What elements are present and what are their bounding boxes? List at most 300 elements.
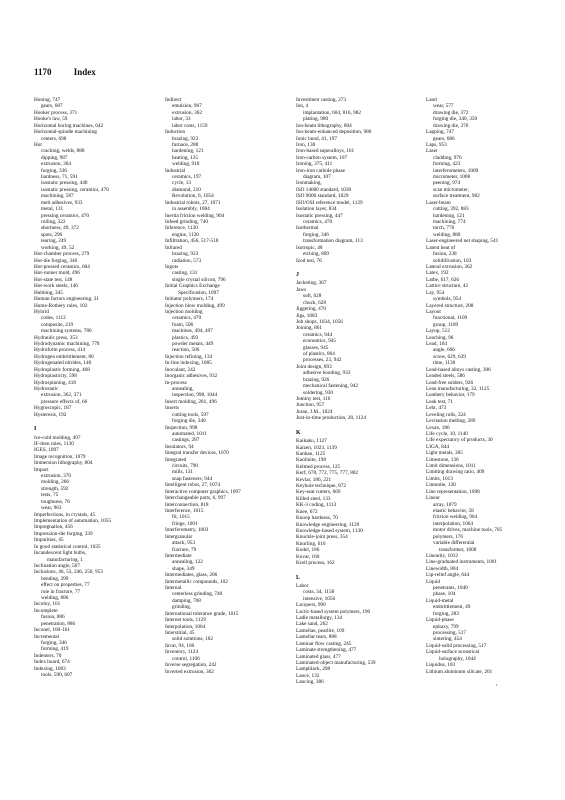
- index-entry: Impregnation, 456: [34, 524, 73, 531]
- index-entry: IF-then rules, 1130: [34, 440, 74, 447]
- index-entry: Lithium aluminum silicate, 201: [426, 668, 493, 675]
- index-entry: Ironmaking,: [296, 180, 322, 187]
- index-entry: forging, 283: [433, 610, 459, 617]
- index-entry: Jominy test, 116: [296, 395, 331, 402]
- index-entry: Iron-based superalloys, 161: [296, 148, 355, 155]
- index-entry: soldering, 930: [303, 389, 334, 396]
- index-entry: Life cycle, 10, 1140: [426, 430, 468, 437]
- index-entry: extrusion, 370: [41, 473, 72, 480]
- index-entry: Laser-beam: [426, 199, 451, 206]
- index-entry: Ironing, 375, 411: [296, 161, 333, 168]
- index-entry: Hydroplasticity, 598: [34, 373, 77, 380]
- index-section-letter: K: [296, 429, 301, 436]
- index-entry: Jigs, 1083: [296, 312, 318, 319]
- index-entry: Interference, 1015: [165, 508, 204, 514]
- index-entry: Lead-based alloys casting, 306: [426, 366, 491, 373]
- index-entry: Latent heat of: [426, 244, 456, 251]
- index-entry: Initiator polymers, 174: [165, 296, 214, 303]
- index-entry: wear, 963: [41, 505, 62, 512]
- index-entry: wear, 577: [433, 103, 454, 110]
- index-entry: Laser-engineered net shaping, 541: [426, 238, 499, 245]
- index-entry: Izod test, 76: [296, 257, 322, 264]
- index-entry: Lancing, 386: [296, 679, 324, 686]
- index-entry: machining, 587: [41, 193, 74, 200]
- index-entry: Inertia friction welding, 904: [165, 212, 225, 219]
- index-entry: Knee, 672: [296, 508, 318, 515]
- index-entry: Integral transfer devices, 1070: [165, 450, 229, 457]
- index-entry: molding, 266: [41, 479, 70, 486]
- index-entry: micrometer, 1008: [433, 174, 471, 181]
- index-entry: brazing, 923: [172, 135, 199, 142]
- index-entry: Injection blow molding, 499: [165, 302, 225, 309]
- index-entry: Hubbing, 345: [34, 289, 63, 296]
- index-entry: castings, 287: [172, 437, 200, 444]
- index-entry: ceramics, 197: [172, 174, 202, 181]
- index-entry: cutting, 392, 883: [433, 206, 469, 213]
- index-entry: in assembly, 1084: [172, 206, 210, 213]
- index-entry: Kelmed process, 125: [296, 463, 341, 470]
- index-entry: Hot-die forging, 346: [34, 257, 78, 264]
- index-section-letter: J: [296, 271, 299, 278]
- index-entry: Hume-Rothery rules, 102: [34, 302, 88, 309]
- index-entry: Hybrid: [34, 308, 49, 315]
- index-entry: Inoculant, 242: [165, 366, 196, 373]
- section-spacer: [34, 418, 152, 422]
- index-entry: Isostatic pressing, 447: [296, 212, 343, 219]
- index-entry: screw, 629, 639: [433, 353, 466, 360]
- index-entry: Honing, 747: [34, 97, 61, 103]
- index-entry: control, 1106: [172, 655, 200, 662]
- index-entry: Hydraulic press, 353: [34, 334, 78, 341]
- index-entry: Hot-chamber process, 279: [34, 251, 90, 258]
- index-entry: Isotropic, 48: [296, 244, 323, 251]
- index-entry: Incomplete: [34, 607, 58, 614]
- index-entry: Index board, 674: [34, 659, 70, 666]
- index-entry: Knowledge engineering, 1129: [296, 521, 360, 528]
- index-entry: processing, 517: [433, 630, 466, 637]
- index-entry: symbols, 954: [433, 296, 462, 303]
- index-entry: labor, 33: [172, 116, 191, 123]
- index-entry: economics, 945: [303, 338, 336, 345]
- index-entry: Indexing, 1083: [34, 665, 66, 672]
- index-entry: Invar, 94, 160: [165, 642, 195, 649]
- index-entry: IGES, 1097: [34, 447, 59, 454]
- index-entry: inspection, 998, 1044: [172, 392, 218, 399]
- index-entry: Leaching, 96: [426, 334, 454, 341]
- index-entry: Impact: [34, 466, 49, 473]
- index-entry: gears, 687: [41, 103, 63, 110]
- index-entry: Intelligent robot, 27, 1074: [165, 482, 220, 489]
- index-entry: ceramics, 944: [303, 331, 333, 338]
- index-entry: Intermetallic compounds, 102: [165, 578, 228, 585]
- index-entry: Inspection, 998: [165, 424, 198, 431]
- index-entry: In-line indexing, 1085: [165, 360, 212, 367]
- index-entry: Inference, 1130: [165, 225, 198, 232]
- index-entry: Interchangeable parts, 6, 997: [165, 495, 226, 502]
- index-entry: embrittlement, 49: [433, 604, 471, 611]
- index-section-letter: L: [296, 574, 301, 581]
- index-entry: Liquid-surface acoustical: [426, 649, 480, 656]
- index-entry: Light metals, 305: [426, 450, 463, 457]
- index-entry: attack, 953: [172, 540, 196, 547]
- index-entry: Infeed grinding, 740: [165, 219, 209, 226]
- index-entry: Ladle metallurgy, 134: [296, 615, 343, 622]
- index-entry: centers, 698: [41, 135, 67, 142]
- index-entry: adhesive bonding, 933: [303, 370, 351, 377]
- index-entry: welding, 910: [172, 161, 200, 168]
- index-entry: forging die, 340: [172, 418, 206, 425]
- index-entry: brazing, 926: [303, 376, 330, 383]
- index-entry: Insert molding, 281, 496: [165, 398, 217, 405]
- index-entry: Kaolinite, 198: [296, 457, 327, 464]
- index-entry: Inclination angle, 567: [34, 562, 80, 569]
- index-entry: Hydrogenated nitrides, 140: [34, 360, 92, 367]
- index-entry: Killed steel, 133: [296, 495, 331, 502]
- index-entry: fit, 1015: [172, 514, 190, 521]
- index-entry: torch, 776: [433, 225, 455, 232]
- index-entry: Laser: [426, 148, 438, 155]
- index-entry: holography, 1044: [439, 655, 476, 662]
- index-entry: annealing, 122: [172, 559, 203, 566]
- index-entry: snap fasteners, 944: [172, 475, 213, 482]
- index-entry: Isothermal: [296, 225, 319, 232]
- index-entry: fusion, 886: [41, 614, 65, 621]
- index-entry: Junction, 957: [296, 402, 325, 409]
- index-entry: drawing die, 376: [433, 122, 469, 129]
- index-entry: Layered structure, 208: [426, 302, 474, 309]
- index-entry: Inconel, 160-161: [34, 627, 70, 634]
- index-entry: Lamellar tears, 888: [296, 634, 337, 641]
- index-entry: Linearity, 1012: [426, 552, 459, 559]
- index-entry: Industrial: [165, 167, 186, 174]
- index-entry: Infiltration, 456, 517-518: [165, 238, 219, 245]
- index-entry: Jiggering, 470: [296, 306, 327, 313]
- index-entry: Just-in-time production, 28, 1124: [296, 415, 366, 422]
- index-entry: Incandescent light bulbs,: [34, 550, 87, 557]
- index-entry: Intermediate: [165, 552, 192, 559]
- index-entry: variable differential: [433, 540, 475, 547]
- index-entry: Internal: [165, 585, 182, 592]
- index-entry: Lip-relief angle, 644: [426, 572, 470, 579]
- index-entry: interferometers, 1009: [433, 167, 479, 174]
- page-header: [34, 67, 96, 77]
- index-entry: Lamellae, pearlite, 109: [296, 627, 345, 634]
- index-entry: array, 1079: [433, 501, 457, 508]
- index-entry: Levitation melting, 289: [426, 418, 476, 425]
- index-entry: Linear: [426, 495, 440, 502]
- index-entry: furnace, 288: [172, 141, 199, 148]
- index-entry: Lead-free solders, 926: [426, 379, 474, 386]
- index-entry: Internet tools, 1129: [165, 617, 206, 624]
- index-entry: penetration, 886: [41, 620, 76, 627]
- index-entry: cracking, welds, 888: [41, 148, 85, 155]
- index-entry: KK-3 coding, 1113: [296, 502, 337, 509]
- index-entry: Knurling, 616: [296, 540, 326, 547]
- index-column-4: [426, 97, 544, 675]
- index-entry: Leveling rolls, 324: [426, 411, 466, 418]
- index-entry: pressure effects of, 66: [41, 398, 88, 405]
- index-entry: time, 1130: [433, 360, 456, 367]
- index-entry: Inclusions, 46, 53, 246, 250, 953: [34, 569, 103, 576]
- index-entry: Liquid-phase: [426, 617, 454, 624]
- index-entry: Injection molding: [165, 308, 203, 315]
- index-entry: diamond, 210: [172, 186, 201, 193]
- index-entry: In good statistical control, 1035: [34, 543, 101, 550]
- index-column-3: [296, 97, 414, 686]
- index-entry: mills, 131: [172, 469, 194, 476]
- index-entry: Interstitial, 45: [165, 630, 195, 637]
- index-entry: LIGA, 844: [426, 443, 450, 450]
- index-entry: glasses, 945: [303, 344, 329, 351]
- index-entry: Ingots: [165, 263, 179, 270]
- index-entry: damping, 708: [172, 597, 201, 604]
- index-entry: Lake sand, 262: [296, 621, 328, 628]
- index-entry: cladding, 976: [433, 154, 462, 161]
- index-entry: Limits, 1013: [426, 475, 453, 482]
- index-entry: fringe, 1001: [172, 520, 198, 527]
- index-entry: Isolation layer, 834: [296, 206, 337, 213]
- index-entry: labor costs, 1159: [172, 122, 208, 129]
- index-entry: shape, 349: [172, 565, 195, 572]
- index-entry: brazing, 923: [172, 251, 199, 258]
- index-entry: Hot: [34, 141, 42, 148]
- index-entry: Industrial robots, 27, 1071: [165, 199, 221, 206]
- index-entry: foam, 506: [172, 321, 194, 328]
- index-entry: Kerf, 678, 772, 775, 777, 882: [296, 470, 359, 477]
- index-entry: Kaikaku, 1127: [296, 438, 327, 445]
- index-entry: transformer, 1008: [439, 546, 477, 553]
- index-entry: Ionic bond, 41, 197: [296, 135, 337, 142]
- index-entry: Iron-iron carbide phase: [296, 167, 345, 174]
- index-entry: dipping, 987: [41, 154, 68, 161]
- index-entry: Lance, 132: [296, 672, 320, 679]
- section-spacer: [296, 567, 414, 571]
- index-entry: Joint design, 893: [296, 363, 332, 370]
- index-entry: Hydrogen embrittlement, 80: [34, 353, 94, 360]
- index-entry: ISO/OSI reference model, 1129: [296, 199, 363, 206]
- index-entry: gears, 686: [433, 135, 455, 142]
- index-entry: heating, 125: [172, 154, 198, 161]
- index-entry: extrusion, 362, 371: [41, 392, 82, 399]
- index-entry: bending, 399: [41, 575, 69, 582]
- index-entry: Kroll process, 162: [296, 560, 335, 567]
- index-entry: Incoloy, 161: [34, 601, 61, 608]
- index-entry: Leathery behavior, 179: [426, 392, 475, 399]
- index-section-letter: I: [34, 426, 37, 433]
- index-entry: Knuckle-joint press, 354: [296, 534, 348, 541]
- index-entry: shortness, 49, 372: [41, 225, 79, 232]
- index-entry: Interpolation, 1064: [165, 623, 206, 630]
- index-entry: effect on properties, 77: [41, 582, 90, 589]
- section-spacer: [296, 264, 414, 268]
- index-entry: fusion, 238: [433, 251, 457, 258]
- index-entry: Integrated: [165, 456, 187, 463]
- index-entry: Laps, 953: [426, 141, 447, 148]
- index-entry: Investment casting, 273: [296, 97, 347, 103]
- index-entry: welding, 886: [41, 595, 69, 602]
- index-entry: group, 1109: [433, 321, 459, 328]
- index-entry: forming, 423: [433, 161, 461, 168]
- index-entry: soft, 628: [303, 293, 322, 300]
- index-entry: surface treatment, 982: [433, 193, 480, 200]
- index-entry: Impression-die forging, 339: [34, 530, 93, 537]
- index-entry: Ice-cold molding, 497: [34, 434, 81, 441]
- index-entry: automated, 1011: [172, 430, 207, 437]
- index-entry: Hot-work steels, 146: [34, 283, 78, 290]
- index-entry: codes, 1112: [41, 315, 66, 322]
- index-entry: spots, 296: [41, 231, 63, 238]
- index-entry: plating, 980: [303, 116, 329, 123]
- index-entry: radiation, 573: [172, 257, 202, 264]
- index-entry: Kodel, 186: [296, 547, 320, 554]
- index-entry: Knoop hardness, 70: [296, 515, 338, 522]
- index-entry: hardening, 121: [172, 148, 204, 155]
- index-entry: Liquid-metal: [426, 597, 454, 604]
- index-entry: Hot-state test, 148: [34, 276, 73, 283]
- index-entry: manufacturing, 1: [47, 556, 83, 563]
- index-entry: Laminated-object manufacturing, 539: [296, 660, 376, 667]
- index-entry: Image recognition, 1079: [34, 453, 86, 460]
- index-entry: Hooker process, 371: [34, 109, 78, 116]
- index-entry: phase, 104: [433, 591, 456, 598]
- index-entry: cutting tools, 597: [172, 411, 209, 418]
- index-entry: Lacquers, 990: [296, 602, 326, 609]
- index-entry: costs, 34, 1158: [303, 589, 335, 596]
- index-entry: Leaded steels, 586: [426, 373, 465, 380]
- index-entry: Life expectancy of products, 30: [426, 437, 493, 444]
- index-entry: Horizontal boring machines, 642: [34, 122, 104, 129]
- index-entry: ceramics, 470: [172, 315, 202, 322]
- index-entry: Hydrodynamic machining, 778: [34, 341, 100, 348]
- index-entry: of plastics, 864: [303, 351, 335, 358]
- index-entry: implantation, 604, 816, 982: [303, 109, 362, 116]
- index-entry: Ion, 4: [296, 103, 309, 110]
- index-entry: Kovar, 160: [296, 553, 320, 560]
- index-entry: Ion-beam-enhanced deposition, 980: [296, 129, 372, 136]
- index-entry: Initial Graphics Exchange: [165, 283, 220, 290]
- index-entry: Leak test, 71: [426, 398, 453, 405]
- index-entry: Kaizen, 1023, 1139: [296, 444, 337, 451]
- index-entry: Laminate strengthening, 477: [296, 647, 357, 654]
- index-entry: interpolation, 1064: [433, 520, 473, 527]
- index-entry: Limiting drawing ratio, 409: [426, 469, 485, 476]
- index-entry: extrusion, 362: [172, 109, 203, 116]
- index-entry: tearing, 249: [41, 238, 67, 245]
- index-entry: transformation diagram, 113: [303, 238, 363, 245]
- index-entry: Jacketing, 367: [296, 280, 327, 287]
- index-entry: Keyhole technique, 872: [296, 483, 347, 490]
- index-entry: tools, 590, 607: [41, 672, 73, 679]
- index-entry: Lexan, 186: [426, 424, 450, 431]
- index-entry: powder metals, 449: [172, 341, 214, 348]
- index-entry: Horizontal-spindle machining: [34, 129, 97, 136]
- index-entry: role in fracture, 77: [41, 588, 81, 595]
- index-entry: Lateral extrusion, 362: [426, 263, 473, 270]
- index-entry: Layout: [426, 308, 441, 315]
- index-entry: reaction, 506: [172, 347, 200, 354]
- index-entry: Hydroplastic forming, 468: [34, 366, 90, 373]
- section-spacer: [296, 422, 414, 426]
- index-entry: Revolution, 6, 1054: [172, 193, 214, 200]
- index-entry: isostatic pressing, ceramics, 470: [41, 186, 109, 193]
- index-entry: cycle, 13: [172, 180, 191, 187]
- index-entry: Inorganic adhesives, 932: [165, 373, 218, 380]
- index-entry: welding, 880: [433, 231, 461, 238]
- index-entry: Lapping, 747: [426, 129, 454, 136]
- index-entry: Hydrostatic: [34, 385, 59, 392]
- index-entry: machining systems, 780: [41, 328, 92, 335]
- index-entry: Lead, 164: [426, 341, 447, 348]
- index-entry: Liquid-solid processing, 517: [426, 642, 487, 649]
- index-entry: Lampblack, 208: [296, 666, 331, 673]
- index-entry: ISO 14000 standard, 1030: [296, 186, 352, 193]
- index-entry: circuits, 790: [172, 463, 198, 470]
- index-entry: Limestone, 130: [426, 456, 459, 463]
- index-entry: Latex, 192: [426, 270, 449, 277]
- index-entry: diagram, 107: [303, 174, 331, 181]
- index-entry: strength, 592: [41, 485, 69, 492]
- index-entry: Lathe, 617, 626: [426, 276, 459, 283]
- index-entry: centerless grinding, 740: [172, 591, 223, 598]
- index-entry: Inserts: [165, 405, 179, 412]
- index-entry: rolling, 322: [41, 219, 66, 226]
- index-entry: Lattice structure, 42: [426, 283, 469, 290]
- index-entry: Layup, 512: [426, 328, 450, 335]
- index-entry: Hydroform process, 414: [34, 347, 86, 354]
- index-column-2: [165, 97, 283, 675]
- index-entry: Lehr, 473: [426, 405, 447, 412]
- index-column-1: [34, 97, 152, 679]
- index-entry: Liquidus, 103: [426, 662, 456, 669]
- index-entry: Laminated glass, 477: [296, 653, 341, 660]
- index-entry: Injection refining, 134: [165, 353, 213, 360]
- index-entry: chuck, 628: [303, 299, 327, 306]
- index-entry: Laminar flow casting, 245: [296, 640, 352, 647]
- index-entry: polymers, 176: [433, 533, 464, 540]
- index-entry: grinding,: [172, 604, 192, 611]
- index-entry: Job shops, 1034, 1056: [296, 318, 343, 325]
- index-entry: machining, 774: [433, 219, 466, 226]
- index-entry: Indenters, 70: [34, 652, 62, 659]
- index-entry: Implementation of automation, 1055: [34, 518, 111, 524]
- index-entry: forging, 346: [41, 640, 67, 647]
- index-entry: Hot-pressed ceramics, 604: [34, 263, 90, 270]
- index-entry: friction welding, 904: [433, 514, 478, 521]
- index-entry: etching, 809: [303, 251, 329, 258]
- index-entry: Intergranular: [165, 533, 193, 540]
- index-entry: Juran, J.M., 1024: [296, 408, 333, 415]
- index-entry: hardness, 71, 591: [41, 174, 78, 181]
- index-entry: Line representation, 1098: [426, 488, 480, 495]
- index-entry: hardening, 121: [433, 212, 465, 219]
- index-entry: casting, 131: [172, 270, 198, 277]
- index-entry: forging, 346: [303, 231, 329, 238]
- index-entry: Inverse segregation, 242: [165, 662, 217, 669]
- index-entry: Knowledge-based system, 1130: [296, 528, 363, 534]
- index-entry: engine, 1130: [172, 231, 199, 238]
- index-entry: extrusion, 364: [41, 161, 72, 168]
- index-entry: solid solutions, 102: [172, 636, 213, 643]
- index-entry: Specification, 1097: [178, 289, 219, 296]
- index-entry: Hysteresis, 192: [34, 411, 67, 418]
- index-entry: Kanban, 1125: [296, 450, 326, 457]
- index-entry: Hygroscopic, 187: [34, 405, 72, 412]
- page-title: Index: [73, 67, 96, 77]
- index-entry: Limit dimensions, 1011: [426, 463, 476, 470]
- index-entry: Hydrospinning, 418: [34, 379, 76, 386]
- index-entry: sintering, 454: [433, 636, 462, 643]
- index-entry: Immersion lithography, 804: [34, 460, 93, 467]
